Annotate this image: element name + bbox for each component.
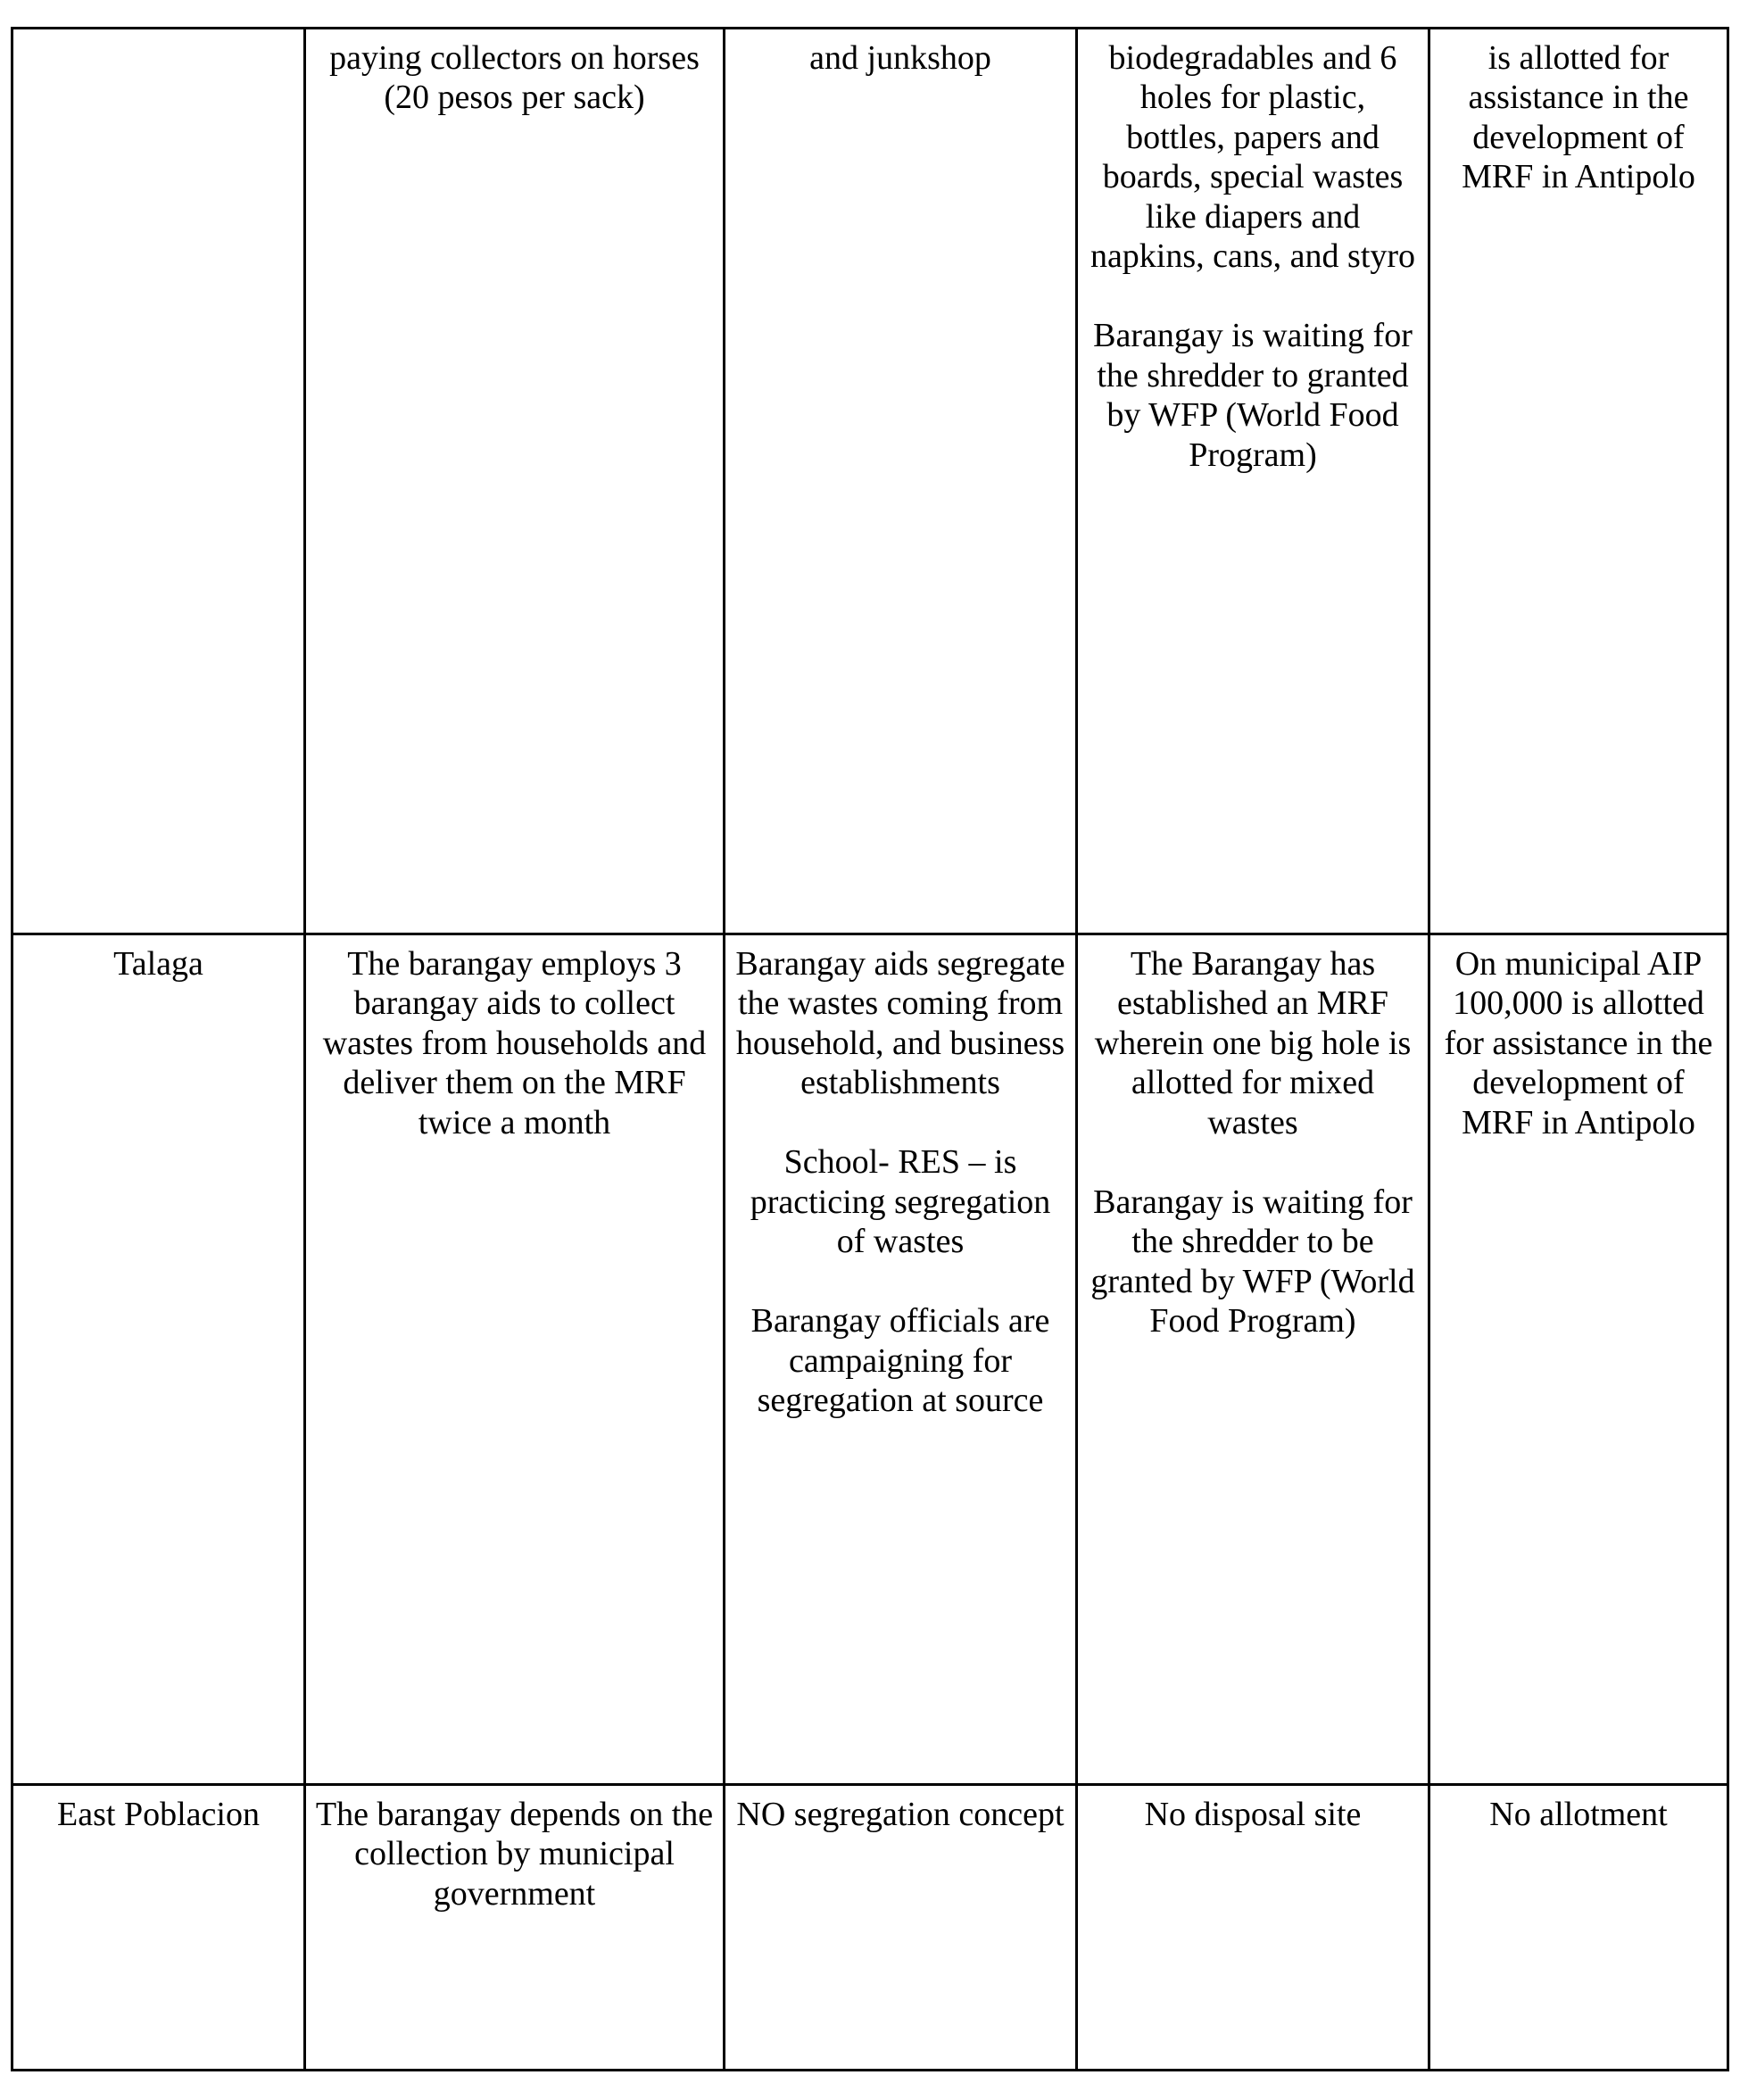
cell-paragraph: Barangay is waiting for the shredder to granted by WFP (World Food Program) — [1093, 317, 1413, 474]
disposal-cell — [1077, 1785, 1429, 2071]
disposal-cell — [1077, 29, 1429, 934]
segregation-cell — [725, 29, 1077, 934]
cell-paragraph: On municipal AIP 100,000 is allotted for assistance in the development of MRF in Antipolo — [1444, 945, 1713, 1141]
cell-paragraph: paying collectors on horses (20 pesos per sack) — [329, 39, 700, 117]
table-row — [12, 29, 1728, 934]
cell-paragraph: The Barangay has established an MRF wherein one big hole is allotted for mixed wastes — [1094, 945, 1412, 1141]
collection-cell — [305, 934, 725, 1785]
segregation-cell — [725, 1785, 1077, 2071]
cell-paragraph: and junkshop — [809, 39, 991, 77]
table-body — [12, 29, 1728, 2071]
collection-cell — [305, 1785, 725, 2071]
cell-paragraph: East Poblacion — [57, 1796, 260, 1833]
budget-cell — [1429, 29, 1728, 934]
cell-paragraph: School- RES – is practicing segregation of wastes — [750, 1143, 1051, 1261]
budget-cell — [1429, 934, 1728, 1785]
cell-paragraph: is allotted for assistance in the development of MRF in Antipolo — [1462, 39, 1695, 196]
table-row — [12, 1785, 1728, 2071]
cell-paragraph: Barangay is waiting for the shredder to be granted by WFP (World Food Program) — [1090, 1183, 1415, 1341]
table-row — [12, 934, 1728, 1785]
cell-paragraph: No allotment — [1489, 1796, 1668, 1833]
cell-paragraph: The barangay employs 3 barangay aids to collect wastes from households and deliver them on the MRF twice a month — [322, 945, 707, 1141]
cell-paragraph: Barangay officials are campaigning for segregation at source — [750, 1302, 1050, 1419]
disposal-cell — [1077, 934, 1429, 1785]
cell-paragraph: NO segregation concept — [736, 1796, 1065, 1833]
cell-paragraph: Barangay aids segregate the wastes coming from household, and business establishments — [735, 945, 1065, 1102]
cell-paragraph: biodegradables and 6 holes for plastic, bottles, papers and boards, special wastes like diapers and napkins, cans, and styro — [1090, 39, 1416, 276]
barangay-waste-management-table — [11, 27, 1729, 2071]
cell-paragraph: The barangay depends on the collection by municipal government — [315, 1796, 714, 1913]
barangay-name-cell — [12, 29, 305, 934]
barangay-name-cell — [12, 1785, 305, 2071]
cell-paragraph: No disposal site — [1144, 1796, 1362, 1833]
cell-paragraph: Talaga — [113, 945, 203, 983]
segregation-cell — [725, 934, 1077, 1785]
budget-cell — [1429, 1785, 1728, 2071]
collection-cell — [305, 29, 725, 934]
barangay-name-cell — [12, 934, 305, 1785]
